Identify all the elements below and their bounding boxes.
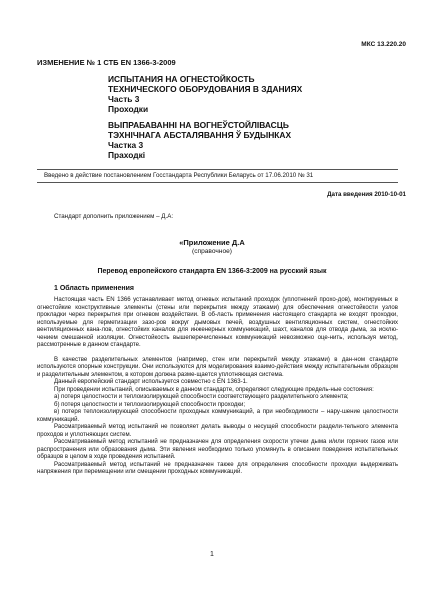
title-belarusian-subtitle: Праходкі xyxy=(108,150,146,161)
title-russian-line2: ТЕХНИЧЕСКОГО ОБОРУДОВАНИЯ В ЗДАНИЯХ xyxy=(108,84,303,95)
page-number: 1 xyxy=(210,551,214,558)
title-belarusian-part: Частка 3 xyxy=(108,140,144,151)
amendment-heading: ИЗМЕНЕНИЕ № 1 СТБ EN 1366-3-2009 xyxy=(37,58,176,67)
title-belarusian xyxy=(108,120,408,160)
title-russian xyxy=(108,74,408,114)
paragraph: В качестве разделительных элементов (например, стен или перекрытий между этажами) в дан-ном стандарте используются опорные конструкции. Они используются для моделирования взаимо-действия между испытательным образцом и разделительным элементом, в котором должна разме-щается уплотняющая система. xyxy=(37,356,398,378)
classification-code: МКС 13.220.20 xyxy=(361,41,406,48)
paragraph: Рассматриваемый метод испытаний не предназначен для определения скорости утечки дыма и/или горячих газов или распространения или образования дыма. Эти явления необходимо только упомянуть в описании поведения испытательных образцов в целом в ходе проведения испытаний. xyxy=(37,439,398,460)
title-russian-part: Часть 3 xyxy=(108,94,140,105)
body-text xyxy=(37,297,398,477)
list-item: в) потеря теплоизолирующей способности проходных коммуникаций, а при необходимости – нару-шение целостности коммуникаций. xyxy=(37,409,398,423)
divider-top xyxy=(37,169,398,170)
appendix-title: «Приложение Д.А xyxy=(179,238,245,247)
effective-date: Дата введения 2010-10-01 xyxy=(327,191,406,198)
paragraph: Рассматриваемый метод испытаний не предназначен также для определения способности проходки выдерживать напряжения при перемещении или смещении проходных коммуникаций. xyxy=(37,461,398,475)
title-belarusian-line2: ТЭХНІЧНАГА АБСТАЛЯВАННЯ Ў БУДЫНКАХ xyxy=(108,130,292,141)
supplement-note: Стандарт дополнить приложением – Д.А: xyxy=(54,213,174,220)
translation-title: Перевод европейского стандарта EN 1366-3:2009 на русский язык xyxy=(97,268,327,275)
appendix-kind: (справочное) xyxy=(192,248,232,255)
title-russian-line1: ИСПЫТАНИЯ НА ОГНЕСТОЙКОСТЬ xyxy=(108,74,255,84)
enactment-note: Введено в действие постановлением Госстандарта Республики Беларусь от 17.06.2010 № 31 xyxy=(44,172,314,179)
paragraph: Данный европейский стандарт используется совместно с EN 1363-1. xyxy=(54,379,248,385)
list-item: а) потеря целостности и теплоизолирующей способности соответствующего разделительного элемента; xyxy=(54,394,349,400)
section-title: 1 Область применения xyxy=(54,285,134,292)
paragraph: Рассматриваемый метод испытаний не позволяет делать выводы о несущей способности раздели-тельного элемента проходов и уплотняющих систем. xyxy=(37,424,398,438)
divider-bottom xyxy=(37,182,398,183)
title-belarusian-line1: ВЫПРАБАВАННІ НА ВОГНЕЎСТОЙЛІВАСЦЬ xyxy=(108,120,289,130)
title-russian-subtitle: Проходки xyxy=(108,104,149,115)
list-item: б) потеря целостности и теплоизолирующей способности проходки; xyxy=(54,401,246,408)
paragraph: Настоящая часть EN 1366 устанавливает метод огневых испытаний проходок (уплотнений прохо-дов), монтируемых в огнестойкие конструктивные элементы (стены или перекрытия между этажами) для обеспечения огнестойкости узлов прокладки через перекрытия при огневом воздействии. В об-ласть применения настоящего стандарта не входят проходки, используемые для герметизации зазо-ров вокруг дымовых печей, воздушных вентиляционных систем, огнестойких вентиляционных кана-лов, огнестойких каналов для инженерных коммуникаций, шахт, каналов для отвода дыма, за исклю-чением смешанной изоляции. Огнестойкость вышеперечисленных коммуникаций невозможно оце-нить, используя метод, рассмотренные в данном стандарте. xyxy=(37,297,398,348)
paragraph: При проведении испытаний, описываемых в данном стандарте, определяют следующие предель-ные состояния: xyxy=(54,386,374,393)
